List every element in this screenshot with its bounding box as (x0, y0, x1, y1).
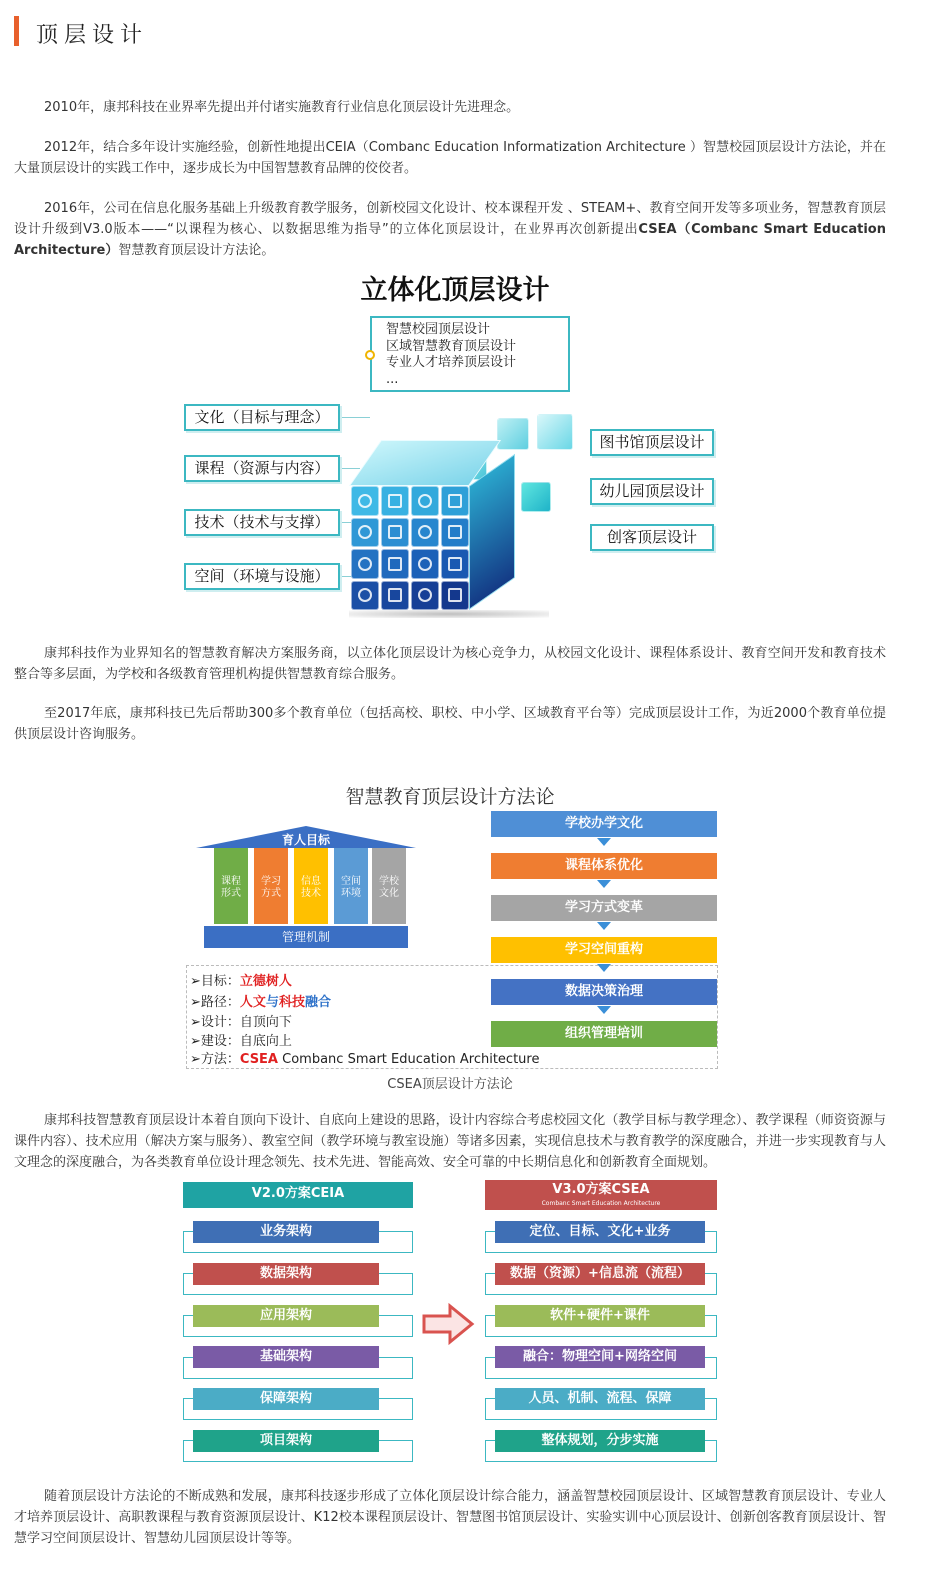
v3-row-software: 软件+硬件+课件 (495, 1305, 705, 1327)
transition-arrow-icon (420, 1302, 476, 1346)
tag-culture: 文化（目标与理念） (184, 404, 340, 431)
bullet-goal: ➢目标：立德树人 (190, 974, 292, 989)
paragraph-2017: 至2017年底，康邦科技已先后帮助300多个教育单位（包括高校、职校、中小学、区域教育平台等）完成顶层设计工作，为近2000个教育单位提供顶层设计咨询服务。 (14, 706, 886, 742)
flow-arrow (597, 880, 611, 888)
tag-library: 图书馆顶层设计 (590, 429, 714, 456)
figure1-list-box (370, 316, 570, 392)
v3-header: V3.0方案CSEA Combanc Smart Education Architecture (485, 1180, 717, 1210)
flow-step: 课程体系优化 (491, 853, 717, 879)
flow-step: 数据决策治理 (491, 979, 717, 1005)
pillar-learning-method: 学习 方式 (254, 848, 288, 924)
v2-row-security: 保障架构 (193, 1388, 379, 1410)
list-item: 区域智慧教育顶层设计 (386, 338, 517, 354)
bullet-build: ➢建设：自底向上 (190, 1034, 292, 1049)
bullet-path: ➢路径：人文与科技融合 (190, 995, 331, 1010)
v3-row-planning: 整体规划，分步实施 (495, 1430, 705, 1452)
flow-arrow (597, 838, 611, 846)
base-management: 管理机制 (204, 926, 408, 948)
v3-subheader: Combanc Smart Education Architecture (541, 1200, 661, 1207)
floating-cube (537, 414, 573, 450)
paragraph-company-intro: 康邦科技作为业界知名的智慧教育解决方案服务商，以立体化顶层设计为核心竞争力，从校园文化设计、课程体系设计、教育空间开发和教育技术整合等多层面，为学校和各级教育管理机构提供智慧教育综合服务。 (14, 646, 886, 682)
v2-row-project: 项目架构 (193, 1430, 379, 1452)
cube-front-face (351, 486, 469, 610)
figure2-title: 智慧教育顶层设计方法论 (345, 786, 555, 808)
v2-row-business: 业务架构 (193, 1221, 379, 1243)
v3-row-data-flow: 数据（资源）+信息流（流程） (495, 1263, 705, 1285)
list-connector-dot (365, 350, 375, 360)
list-item: 智慧校园顶层设计 (386, 322, 491, 337)
paragraph-capabilities: 随着顶层设计方法论的不断成熟和发展，康邦科技逐步形成了立体化顶层设计综合能力，涵盖智慧校园顶层设计、区域智慧教育顶层设计、专业人才培养顶层设计、高职教课程与教育资源顶层设计、K12校本课程顶层设计、智慧图书馆顶层设计、实验实训中心顶层设计、创新创客教育顶层设计、智慧学习空间顶层设计、智慧幼儿园顶层设计等等。 (14, 1489, 886, 1546)
bullet-method: ➢方法：CSEA Combanc Smart Education Architecture (190, 1052, 540, 1067)
v3-row-personnel: 人员、机制、流程、保障 (495, 1388, 705, 1410)
v2-row-infrastructure: 基础架构 (193, 1346, 379, 1368)
csea-bold: CSEA（Combanc Smart Education Architecture） (14, 222, 886, 258)
title-accent-bar (14, 16, 19, 46)
v3-row-positioning: 定位、目标、文化+业务 (495, 1221, 705, 1243)
floating-cube (497, 418, 529, 450)
flow-step: 组织管理培训 (491, 1021, 717, 1047)
pillar-course-form: 课程 形式 (214, 848, 248, 924)
list-item: 专业人才培养顶层设计 (386, 355, 517, 370)
v2-header: V2.0方案CEIA (183, 1182, 413, 1208)
paragraph-2010: 2010年，康邦科技在业界率先提出并付诸实施教育行业信息化顶层设计先进理念。 (44, 100, 520, 115)
list-item: ... (386, 371, 399, 387)
pillar-space-env: 空间 环境 (334, 848, 368, 924)
flow-arrow (597, 964, 611, 972)
flow-step: 学习方式变革 (491, 895, 717, 921)
roof-label: 育人目标 (281, 833, 330, 847)
v2-row-data: 数据架构 (193, 1263, 379, 1285)
pillar-info-tech: 信息 技术 (294, 848, 328, 924)
flow-step: 学校办学文化 (491, 811, 717, 837)
figure2-caption: CSEA顶层设计方法论 (387, 1077, 513, 1092)
v2-row-application: 应用架构 (193, 1305, 379, 1327)
flow-arrow (597, 922, 611, 930)
paragraph-2016: 2016年，公司在信息化服务基础上升级教育教学服务，创新校园文化设计、校本课程开发 、STEAM+、教育空间开发等多项业务，智慧教育顶层设计升级到V3.0版本——“以课程为核心、以数据思维为指导”的立体化顶层设计，在业界再次创新提出CSEA（Combanc Smart Education Architecture）智慧教育顶层设计方法论。 (14, 201, 886, 258)
tag-kindergarten: 幼儿园顶层设计 (590, 478, 714, 505)
cube-shadow (349, 610, 549, 618)
figure1-title: 立体化顶层设计 (360, 275, 550, 306)
tag-space: 空间（环境与设施） (184, 563, 340, 590)
cube-illustration (345, 410, 575, 620)
flow-step: 学习空间重构 (491, 937, 717, 963)
tag-maker: 创客顶层设计 (590, 524, 714, 551)
pillar-school-culture: 学校 文化 (372, 848, 406, 924)
tag-technology: 技术（技术与支撑） (184, 509, 340, 536)
floating-cube (521, 482, 551, 512)
page-title: 顶层设计 (36, 23, 149, 48)
paragraph-design-approach: 康邦科技智慧教育顶层设计本着自顶向下设计、自底向上建设的思路，设计内容综合考虑校园文化（教学目标与教学理念）、教学课程（师资资源与课件内容）、技术应用（解决方案与服务）、教室空间（教学环境与教室设施）等诸多因素，实现信息技术与教育教学的深度融合，并进一步实现教育与人文理念的深度融合，为各类教育单位设计理念领先、技术先进、智能高效、安全可靠的中长期信息化和创新教育全面规划。 (14, 1113, 886, 1170)
paragraph-2012: 2012年，结合多年设计实施经验，创新性地提出CEIA（Combanc Education Informatization Architecture ）智慧校园顶层设计方法论，并在大量顶层设计的实践工作中，逐步成长为中国智慧教育品牌的佼佼者。 (14, 140, 886, 176)
bullet-design: ➢设计：自顶向下 (190, 1015, 292, 1030)
tag-curriculum: 课程（资源与内容） (184, 455, 340, 482)
flow-arrow (597, 1006, 611, 1014)
v3-row-fusion: 融合：物理空间+网络空间 (495, 1346, 705, 1368)
